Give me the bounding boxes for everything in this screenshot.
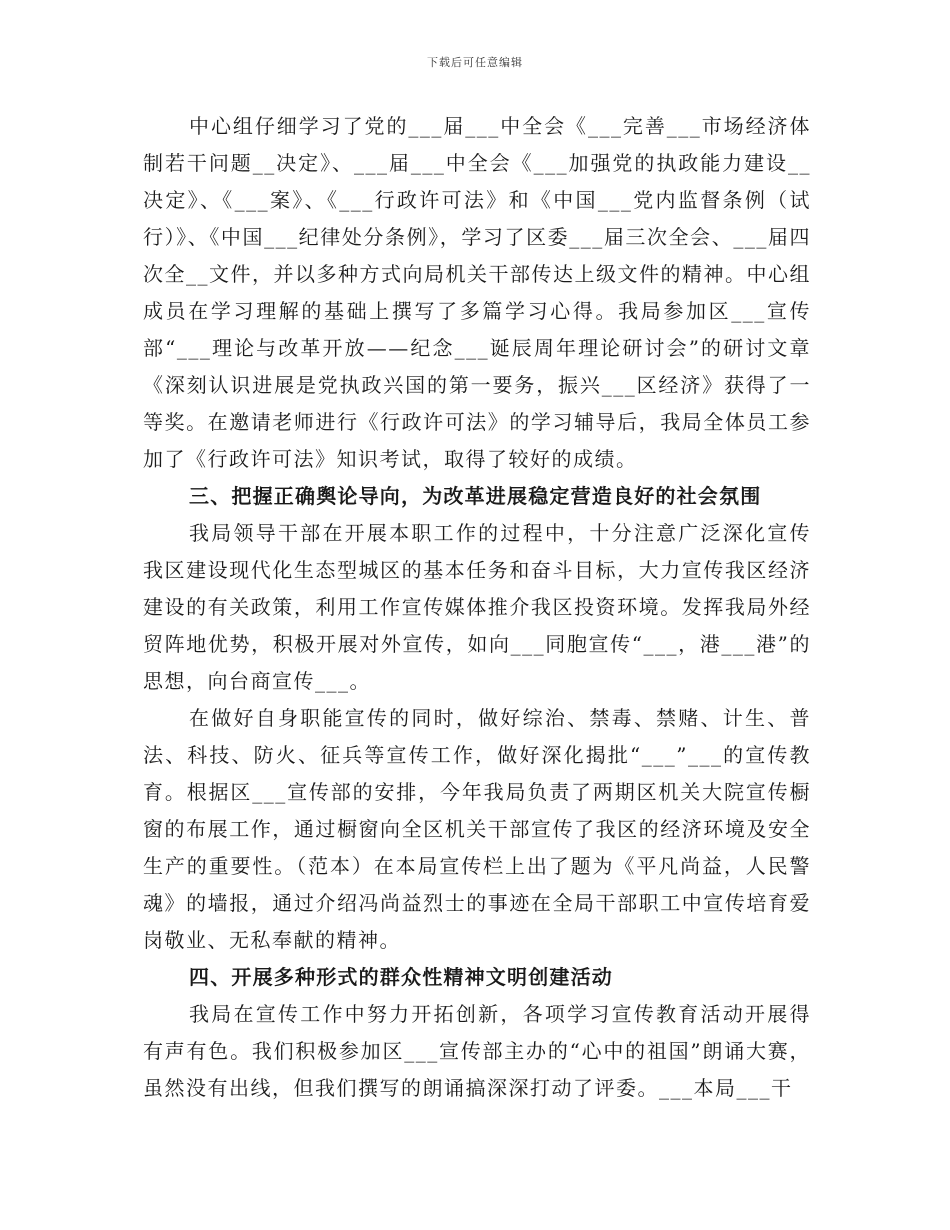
paragraph-functional-publicity: 在做好自身职能宣传的同时，做好综治、禁毒、禁赌、计生、普法、科技、防火、征兵等宣传工作，做好深化揭批“___”___的宣传教育。根据区___宣传部的安排，今年我局负责了两期区机关大院宣传橱窗的布展工作，通过橱窗向全区机关干部宣传了我区的经济环境及安全生产的重要性。（范本）在本局宣传栏上出了题为《平凡尚益，人民警魂》的墙报，通过介绍冯尚益烈士的事迹在全局干部职工中宣传培育爱岗敬业、无私奉献的精神。 bbox=[143, 706, 811, 952]
paragraph-activities: 我局在宣传工作中努力开拓创新，各项学习宣传教育活动开展得有声有色。我们积极参加区___宣传部主办的“心中的祖国”朗诵大赛，虽然没有出线，但我们撰写的朗诵搞深深打动了评委。___本局___干 bbox=[143, 1002, 811, 1100]
paragraph-publicity: 我局领导干部在开展本职工作的过程中，十分注意广泛深化宣传我区建设现代化生态型城区的基本任务和奋斗目标，大力宣传我区经济建设的有关政策，利用工作宣传媒体推介我区投资环境。发挥我局外经贸阵地优势，积极开展对外宣传，如向___同胞宣传“___，港___港”的思想，向台商宣传___。 bbox=[143, 521, 811, 693]
section-heading-4: 四、开展多种形式的群众性精神文明创建活动 bbox=[189, 965, 613, 989]
page-header-note: 下载后可任意编辑 bbox=[427, 56, 523, 69]
document-body bbox=[143, 108, 811, 1107]
section-heading-3: 三、把握正确舆论导向，为改革进展稳定营造良好的社会氛围 bbox=[189, 484, 762, 508]
paragraph-study: 中心组仔细学习了党的___届___中全会《___完善___市场经济体制若干问题__决定》、___届___中全会《___加强党的执政能力建设__决定》、《___案》、《___行政许可法》和《中国___党内监督条例（试行）》、《中国___纪律处分条例》，学习了区委___届三次全会、___届四次全__文件，并以多种方式向局机关干部传达上级文件的精神。中心组成员在学习理解的基础上撰写了多篇学习心得。我局参加区___宣传部“___理论与改革开放——纪念___诞辰周年理论研讨会”的研讨文章《深刻认识进展是党执政兴国的第一要务，振兴___区经济》获得了一等奖。在邀请老师进行《行政许可法》的学习辅导后，我局全体员工参加了《行政许可法》知识考试，取得了较好的成绩。 bbox=[143, 114, 811, 471]
